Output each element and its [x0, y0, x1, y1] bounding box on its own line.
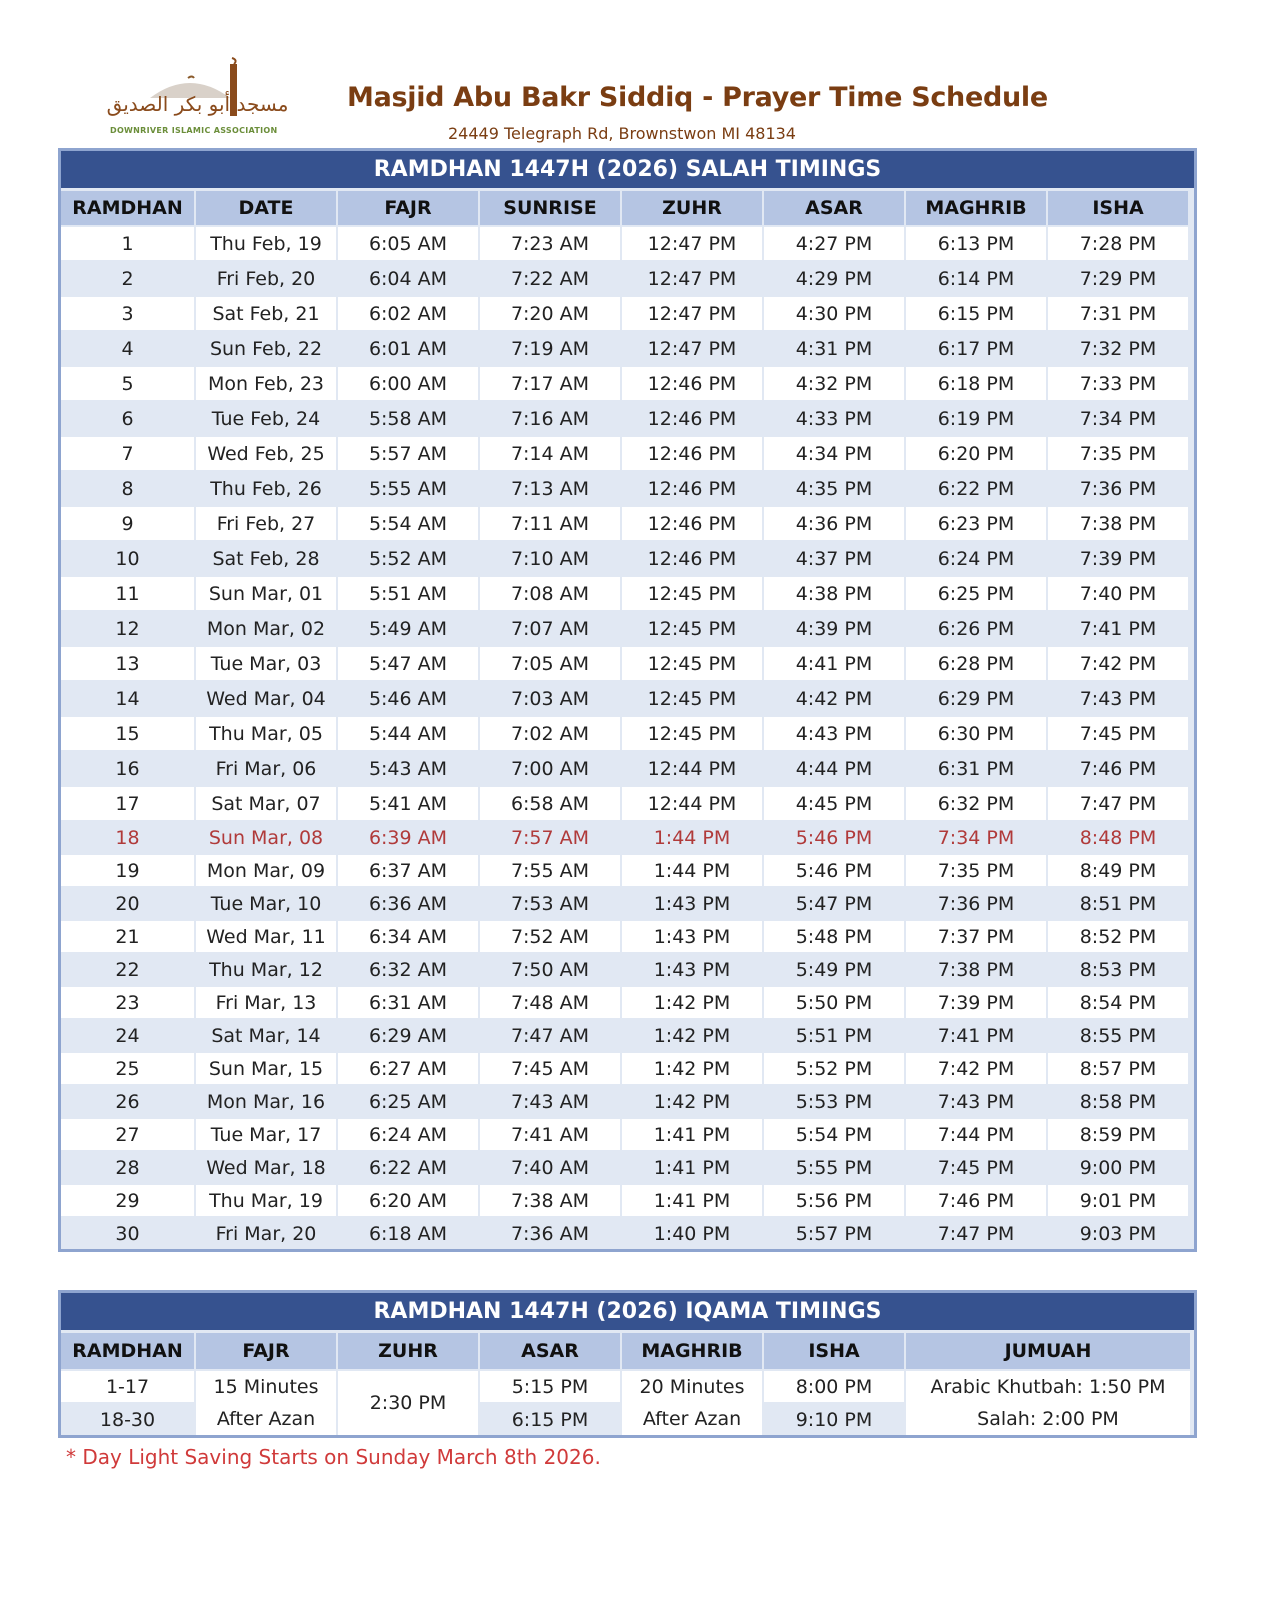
iqama-range-1-17: 1-17	[61, 1371, 194, 1402]
cell-fajr: 5:44 AM	[338, 717, 478, 750]
cell-date: Fri Feb, 27	[196, 507, 336, 540]
cell-fajr: 5:57 AM	[338, 437, 478, 470]
cell-maghrib: 7:35 PM	[906, 855, 1046, 886]
cell-maghrib: 7:45 PM	[906, 1152, 1046, 1183]
cell-fajr: 5:49 AM	[338, 612, 478, 645]
cell-maghrib: 6:19 PM	[906, 402, 1046, 435]
cell-ramdhan: 18	[61, 822, 194, 853]
cell-zuhr: 1:43 PM	[622, 954, 762, 985]
salah-timings-table	[58, 148, 1197, 1252]
cell-isha: 8:52 PM	[1048, 921, 1188, 952]
cell-zuhr: 12:46 PM	[622, 507, 762, 540]
cell-ramdhan: 4	[61, 332, 194, 365]
masjid-logo	[80, 56, 320, 140]
cell-sunrise: 7:53 AM	[480, 888, 620, 919]
cell-maghrib: 7:39 PM	[906, 987, 1046, 1018]
cell-zuhr: 12:44 PM	[622, 787, 762, 820]
cell-maghrib: 7:47 PM	[906, 1218, 1046, 1249]
cell-sunrise: 7:41 AM	[480, 1119, 620, 1150]
cell-date: Sun Mar, 15	[196, 1053, 336, 1084]
iqama-header-isha: ISHA	[764, 1333, 904, 1369]
iqama-maghrib	[622, 1371, 762, 1435]
cell-zuhr: 1:42 PM	[622, 1086, 762, 1117]
iqama-fajr-line-1: 15 Minutes	[213, 1376, 319, 1398]
cell-asar: 4:44 PM	[764, 752, 904, 785]
cell-asar: 5:48 PM	[764, 921, 904, 952]
cell-date: Sun Mar, 01	[196, 577, 336, 610]
cell-sunrise: 7:52 AM	[480, 921, 620, 952]
cell-fajr: 6:29 AM	[338, 1020, 478, 1051]
cell-ramdhan: 9	[61, 507, 194, 540]
cell-asar: 4:36 PM	[764, 507, 904, 540]
cell-fajr: 6:31 AM	[338, 987, 478, 1018]
cell-maghrib: 6:32 PM	[906, 787, 1046, 820]
cell-isha: 8:59 PM	[1048, 1119, 1188, 1150]
cell-isha: 7:38 PM	[1048, 507, 1188, 540]
cell-zuhr: 12:47 PM	[622, 262, 762, 295]
column-header-maghrib: MAGHRIB	[906, 191, 1046, 225]
cell-fajr: 5:52 AM	[338, 542, 478, 575]
cell-date: Thu Feb, 19	[196, 227, 336, 260]
cell-sunrise: 7:23 AM	[480, 227, 620, 260]
cell-maghrib: 6:29 PM	[906, 682, 1046, 715]
cell-zuhr: 12:45 PM	[622, 717, 762, 750]
cell-date: Sat Feb, 21	[196, 297, 336, 330]
cell-fajr: 6:32 AM	[338, 954, 478, 985]
cell-maghrib: 6:20 PM	[906, 437, 1046, 470]
cell-zuhr: 12:46 PM	[622, 367, 762, 400]
cell-zuhr: 1:42 PM	[622, 1020, 762, 1051]
cell-sunrise: 7:38 AM	[480, 1185, 620, 1216]
cell-fajr: 6:25 AM	[338, 1086, 478, 1117]
cell-maghrib: 6:31 PM	[906, 752, 1046, 785]
cell-asar: 4:33 PM	[764, 402, 904, 435]
cell-fajr: 6:01 AM	[338, 332, 478, 365]
cell-sunrise: 7:45 AM	[480, 1053, 620, 1084]
cell-date: Mon Mar, 09	[196, 855, 336, 886]
cell-asar: 4:43 PM	[764, 717, 904, 750]
cell-sunrise: 7:40 AM	[480, 1152, 620, 1183]
iqama-jumuah	[906, 1371, 1190, 1435]
cell-isha: 7:29 PM	[1048, 262, 1188, 295]
iqama-maghrib-line-1: 20 Minutes	[639, 1376, 745, 1398]
cell-ramdhan: 24	[61, 1020, 194, 1051]
cell-zuhr: 12:46 PM	[622, 472, 762, 505]
cell-sunrise: 7:43 AM	[480, 1086, 620, 1117]
cell-zuhr: 12:45 PM	[622, 577, 762, 610]
iqama-asar-1-17: 5:15 PM	[480, 1371, 620, 1402]
cell-maghrib: 6:24 PM	[906, 542, 1046, 575]
cell-ramdhan: 28	[61, 1152, 194, 1183]
cell-ramdhan: 20	[61, 888, 194, 919]
cell-zuhr: 12:45 PM	[622, 647, 762, 680]
cell-fajr: 6:04 AM	[338, 262, 478, 295]
cell-isha: 7:42 PM	[1048, 647, 1188, 680]
cell-sunrise: 7:36 AM	[480, 1218, 620, 1249]
cell-fajr: 5:47 AM	[338, 647, 478, 680]
cell-maghrib: 6:23 PM	[906, 507, 1046, 540]
cell-zuhr: 1:43 PM	[622, 888, 762, 919]
cell-date: Fri Mar, 13	[196, 987, 336, 1018]
cell-asar: 5:55 PM	[764, 1152, 904, 1183]
cell-ramdhan: 29	[61, 1185, 194, 1216]
cell-zuhr: 1:44 PM	[622, 822, 762, 853]
cell-asar: 5:56 PM	[764, 1185, 904, 1216]
cell-asar: 4:31 PM	[764, 332, 904, 365]
cell-asar: 5:47 PM	[764, 888, 904, 919]
cell-ramdhan: 7	[61, 437, 194, 470]
salah-table-title: RAMDHAN 1447H (2026) SALAH TIMINGS	[61, 148, 1194, 188]
cell-sunrise: 7:03 AM	[480, 682, 620, 715]
iqama-header-jumuah: JUMUAH	[906, 1333, 1190, 1369]
cell-date: Wed Feb, 25	[196, 437, 336, 470]
cell-ramdhan: 3	[61, 297, 194, 330]
iqama-header-ramdhan: RAMDHAN	[61, 1333, 194, 1369]
iqama-header-zuhr: ZUHR	[338, 1333, 478, 1369]
page-title: Masjid Abu Bakr Siddiq - Prayer Time Schedule	[347, 82, 1048, 113]
cell-fajr: 5:55 AM	[338, 472, 478, 505]
cell-zuhr: 12:47 PM	[622, 297, 762, 330]
iqama-fajr-line-2: After Azan	[216, 1408, 316, 1430]
logo-subtitle: DOWNRIVER ISLAMIC ASSOCIATION	[110, 126, 278, 135]
cell-zuhr: 1:40 PM	[622, 1218, 762, 1249]
cell-maghrib: 7:38 PM	[906, 954, 1046, 985]
iqama-header-maghrib: MAGHRIB	[622, 1333, 762, 1369]
cell-maghrib: 6:14 PM	[906, 262, 1046, 295]
cell-isha: 7:31 PM	[1048, 297, 1188, 330]
cell-sunrise: 7:57 AM	[480, 822, 620, 853]
cell-sunrise: 7:10 AM	[480, 542, 620, 575]
cell-date: Sun Feb, 22	[196, 332, 336, 365]
cell-isha: 7:34 PM	[1048, 402, 1188, 435]
cell-zuhr: 1:44 PM	[622, 855, 762, 886]
cell-sunrise: 7:07 AM	[480, 612, 620, 645]
cell-isha: 7:46 PM	[1048, 752, 1188, 785]
cell-date: Tue Mar, 03	[196, 647, 336, 680]
cell-date: Mon Mar, 02	[196, 612, 336, 645]
cell-zuhr: 12:46 PM	[622, 402, 762, 435]
cell-asar: 5:51 PM	[764, 1020, 904, 1051]
cell-zuhr: 1:41 PM	[622, 1119, 762, 1150]
cell-ramdhan: 14	[61, 682, 194, 715]
cell-asar: 4:29 PM	[764, 262, 904, 295]
cell-asar: 4:37 PM	[764, 542, 904, 575]
cell-asar: 5:46 PM	[764, 822, 904, 853]
cell-zuhr: 12:44 PM	[622, 752, 762, 785]
cell-isha: 8:57 PM	[1048, 1053, 1188, 1084]
cell-isha: 9:03 PM	[1048, 1218, 1188, 1249]
cell-date: Sat Mar, 07	[196, 787, 336, 820]
cell-maghrib: 7:41 PM	[906, 1020, 1046, 1051]
cell-isha: 7:36 PM	[1048, 472, 1188, 505]
cell-zuhr: 1:42 PM	[622, 987, 762, 1018]
cell-ramdhan: 11	[61, 577, 194, 610]
cell-date: Fri Mar, 20	[196, 1218, 336, 1249]
iqama-zuhr: 2:30 PM	[338, 1371, 478, 1435]
cell-sunrise: 7:00 AM	[480, 752, 620, 785]
cell-isha: 7:32 PM	[1048, 332, 1188, 365]
cell-isha: 8:55 PM	[1048, 1020, 1188, 1051]
column-header-fajr: FAJR	[338, 191, 478, 225]
cell-ramdhan: 1	[61, 227, 194, 260]
cell-zuhr: 1:41 PM	[622, 1152, 762, 1183]
cell-fajr: 5:41 AM	[338, 787, 478, 820]
cell-asar: 4:30 PM	[764, 297, 904, 330]
cell-asar: 4:32 PM	[764, 367, 904, 400]
cell-sunrise: 7:50 AM	[480, 954, 620, 985]
cell-fajr: 6:27 AM	[338, 1053, 478, 1084]
cell-fajr: 5:43 AM	[338, 752, 478, 785]
cell-sunrise: 7:11 AM	[480, 507, 620, 540]
logo-arabic-text: مسجد أبو بكر الصديق	[106, 92, 289, 116]
cell-maghrib: 7:42 PM	[906, 1053, 1046, 1084]
cell-ramdhan: 16	[61, 752, 194, 785]
column-header-isha: ISHA	[1048, 191, 1188, 225]
iqama-asar-18-30: 6:15 PM	[480, 1404, 620, 1435]
cell-ramdhan: 30	[61, 1218, 194, 1249]
cell-isha: 8:49 PM	[1048, 855, 1188, 886]
cell-isha: 7:33 PM	[1048, 367, 1188, 400]
column-header-zuhr: ZUHR	[622, 191, 762, 225]
iqama-jumuah-khutbah: Arabic Khutbah: 1:50 PM	[930, 1376, 1166, 1398]
cell-ramdhan: 26	[61, 1086, 194, 1117]
cell-fajr: 6:34 AM	[338, 921, 478, 952]
cell-ramdhan: 13	[61, 647, 194, 680]
cell-ramdhan: 22	[61, 954, 194, 985]
cell-sunrise: 7:16 AM	[480, 402, 620, 435]
cell-zuhr: 1:42 PM	[622, 1053, 762, 1084]
cell-asar: 5:54 PM	[764, 1119, 904, 1150]
cell-maghrib: 6:28 PM	[906, 647, 1046, 680]
column-header-date: DATE	[196, 191, 336, 225]
cell-isha: 8:58 PM	[1048, 1086, 1188, 1117]
iqama-grid	[61, 1330, 1194, 1435]
cell-sunrise: 7:20 AM	[480, 297, 620, 330]
cell-asar: 4:35 PM	[764, 472, 904, 505]
dst-footnote: * Day Light Saving Starts on Sunday March 8th 2026.	[66, 1445, 601, 1469]
cell-zuhr: 1:41 PM	[622, 1185, 762, 1216]
cell-fajr: 6:37 AM	[338, 855, 478, 886]
iqama-header-fajr: FAJR	[196, 1333, 336, 1369]
cell-zuhr: 12:46 PM	[622, 437, 762, 470]
cell-maghrib: 7:44 PM	[906, 1119, 1046, 1150]
cell-zuhr: 12:47 PM	[622, 227, 762, 260]
cell-asar: 5:52 PM	[764, 1053, 904, 1084]
cell-fajr: 6:00 AM	[338, 367, 478, 400]
cell-date: Thu Mar, 12	[196, 954, 336, 985]
cell-asar: 4:39 PM	[764, 612, 904, 645]
column-header-ramdhan: RAMDHAN	[61, 191, 194, 225]
cell-isha: 7:45 PM	[1048, 717, 1188, 750]
cell-sunrise: 7:05 AM	[480, 647, 620, 680]
cell-asar: 5:49 PM	[764, 954, 904, 985]
cell-date: Sat Feb, 28	[196, 542, 336, 575]
cell-isha: 7:40 PM	[1048, 577, 1188, 610]
cell-fajr: 6:39 AM	[338, 822, 478, 853]
cell-fajr: 6:05 AM	[338, 227, 478, 260]
iqama-isha-1-17: 8:00 PM	[764, 1371, 904, 1402]
column-header-asar: ASAR	[764, 191, 904, 225]
cell-sunrise: 7:22 AM	[480, 262, 620, 295]
cell-sunrise: 7:48 AM	[480, 987, 620, 1018]
cell-maghrib: 7:34 PM	[906, 822, 1046, 853]
cell-asar: 5:50 PM	[764, 987, 904, 1018]
cell-isha: 9:00 PM	[1048, 1152, 1188, 1183]
mosque-address: 24449 Telegraph Rd, Brownstwon MI 48134	[448, 124, 796, 143]
cell-fajr: 6:22 AM	[338, 1152, 478, 1183]
cell-isha: 7:47 PM	[1048, 787, 1188, 820]
cell-asar: 4:34 PM	[764, 437, 904, 470]
cell-maghrib: 7:36 PM	[906, 888, 1046, 919]
cell-maghrib: 6:30 PM	[906, 717, 1046, 750]
cell-ramdhan: 10	[61, 542, 194, 575]
cell-ramdhan: 15	[61, 717, 194, 750]
cell-isha: 7:39 PM	[1048, 542, 1188, 575]
iqama-table-title: RAMDHAN 1447H (2026) IQAMA TIMINGS	[61, 1290, 1194, 1330]
cell-date: Fri Mar, 06	[196, 752, 336, 785]
cell-maghrib: 6:17 PM	[906, 332, 1046, 365]
cell-maghrib: 7:37 PM	[906, 921, 1046, 952]
cell-asar: 5:57 PM	[764, 1218, 904, 1249]
cell-sunrise: 7:17 AM	[480, 367, 620, 400]
cell-isha: 8:53 PM	[1048, 954, 1188, 985]
cell-fajr: 6:20 AM	[338, 1185, 478, 1216]
cell-fajr: 6:02 AM	[338, 297, 478, 330]
cell-ramdhan: 23	[61, 987, 194, 1018]
cell-ramdhan: 8	[61, 472, 194, 505]
cell-date: Wed Mar, 04	[196, 682, 336, 715]
cell-isha: 8:54 PM	[1048, 987, 1188, 1018]
cell-fajr: 6:36 AM	[338, 888, 478, 919]
cell-sunrise: 7:55 AM	[480, 855, 620, 886]
cell-date: Wed Mar, 11	[196, 921, 336, 952]
cell-fajr: 5:54 AM	[338, 507, 478, 540]
cell-fajr: 5:58 AM	[338, 402, 478, 435]
cell-ramdhan: 19	[61, 855, 194, 886]
cell-asar: 4:27 PM	[764, 227, 904, 260]
cell-zuhr: 1:43 PM	[622, 921, 762, 952]
column-header-sunrise: SUNRISE	[480, 191, 620, 225]
iqama-header-asar: ASAR	[480, 1333, 620, 1369]
cell-zuhr: 12:45 PM	[622, 612, 762, 645]
cell-date: Tue Mar, 17	[196, 1119, 336, 1150]
iqama-timings-table	[58, 1290, 1197, 1438]
cell-isha: 9:01 PM	[1048, 1185, 1188, 1216]
cell-asar: 4:45 PM	[764, 787, 904, 820]
cell-date: Fri Feb, 20	[196, 262, 336, 295]
salah-grid	[61, 188, 1194, 1249]
cell-ramdhan: 6	[61, 402, 194, 435]
cell-sunrise: 7:19 AM	[480, 332, 620, 365]
cell-asar: 4:41 PM	[764, 647, 904, 680]
cell-sunrise: 6:58 AM	[480, 787, 620, 820]
cell-maghrib: 7:46 PM	[906, 1185, 1046, 1216]
cell-asar: 5:46 PM	[764, 855, 904, 886]
cell-ramdhan: 2	[61, 262, 194, 295]
cell-sunrise: 7:08 AM	[480, 577, 620, 610]
cell-ramdhan: 27	[61, 1119, 194, 1150]
cell-isha: 7:41 PM	[1048, 612, 1188, 645]
cell-date: Sat Mar, 14	[196, 1020, 336, 1051]
cell-zuhr: 12:47 PM	[622, 332, 762, 365]
cell-maghrib: 6:15 PM	[906, 297, 1046, 330]
cell-date: Thu Mar, 05	[196, 717, 336, 750]
iqama-maghrib-line-2: After Azan	[642, 1408, 742, 1430]
cell-sunrise: 7:13 AM	[480, 472, 620, 505]
cell-maghrib: 6:18 PM	[906, 367, 1046, 400]
cell-maghrib: 7:43 PM	[906, 1086, 1046, 1117]
cell-isha: 7:35 PM	[1048, 437, 1188, 470]
cell-ramdhan: 17	[61, 787, 194, 820]
cell-ramdhan: 12	[61, 612, 194, 645]
cell-asar: 5:53 PM	[764, 1086, 904, 1117]
cell-date: Mon Feb, 23	[196, 367, 336, 400]
cell-date: Tue Feb, 24	[196, 402, 336, 435]
cell-asar: 4:38 PM	[764, 577, 904, 610]
cell-isha: 7:43 PM	[1048, 682, 1188, 715]
cell-fajr: 6:18 AM	[338, 1218, 478, 1249]
cell-fajr: 5:46 AM	[338, 682, 478, 715]
cell-fajr: 6:24 AM	[338, 1119, 478, 1150]
cell-date: Wed Mar, 18	[196, 1152, 336, 1183]
iqama-range-18-30: 18-30	[61, 1404, 194, 1435]
cell-maghrib: 6:13 PM	[906, 227, 1046, 260]
cell-zuhr: 12:46 PM	[622, 542, 762, 575]
cell-ramdhan: 25	[61, 1053, 194, 1084]
cell-sunrise: 7:02 AM	[480, 717, 620, 750]
cell-asar: 4:42 PM	[764, 682, 904, 715]
cell-date: Thu Mar, 19	[196, 1185, 336, 1216]
cell-date: Thu Feb, 26	[196, 472, 336, 505]
cell-fajr: 5:51 AM	[338, 577, 478, 610]
cell-maghrib: 6:25 PM	[906, 577, 1046, 610]
iqama-isha-18-30: 9:10 PM	[764, 1404, 904, 1435]
cell-date: Mon Mar, 16	[196, 1086, 336, 1117]
cell-ramdhan: 21	[61, 921, 194, 952]
cell-isha: 7:28 PM	[1048, 227, 1188, 260]
cell-ramdhan: 5	[61, 367, 194, 400]
cell-zuhr: 12:45 PM	[622, 682, 762, 715]
cell-maghrib: 6:22 PM	[906, 472, 1046, 505]
cell-sunrise: 7:14 AM	[480, 437, 620, 470]
cell-date: Sun Mar, 08	[196, 822, 336, 853]
cell-maghrib: 6:26 PM	[906, 612, 1046, 645]
iqama-jumuah-salah: Salah: 2:00 PM	[977, 1408, 1119, 1430]
cell-date: Tue Mar, 10	[196, 888, 336, 919]
cell-isha: 8:48 PM	[1048, 822, 1188, 853]
cell-sunrise: 7:47 AM	[480, 1020, 620, 1051]
iqama-fajr	[196, 1371, 336, 1435]
cell-isha: 8:51 PM	[1048, 888, 1188, 919]
